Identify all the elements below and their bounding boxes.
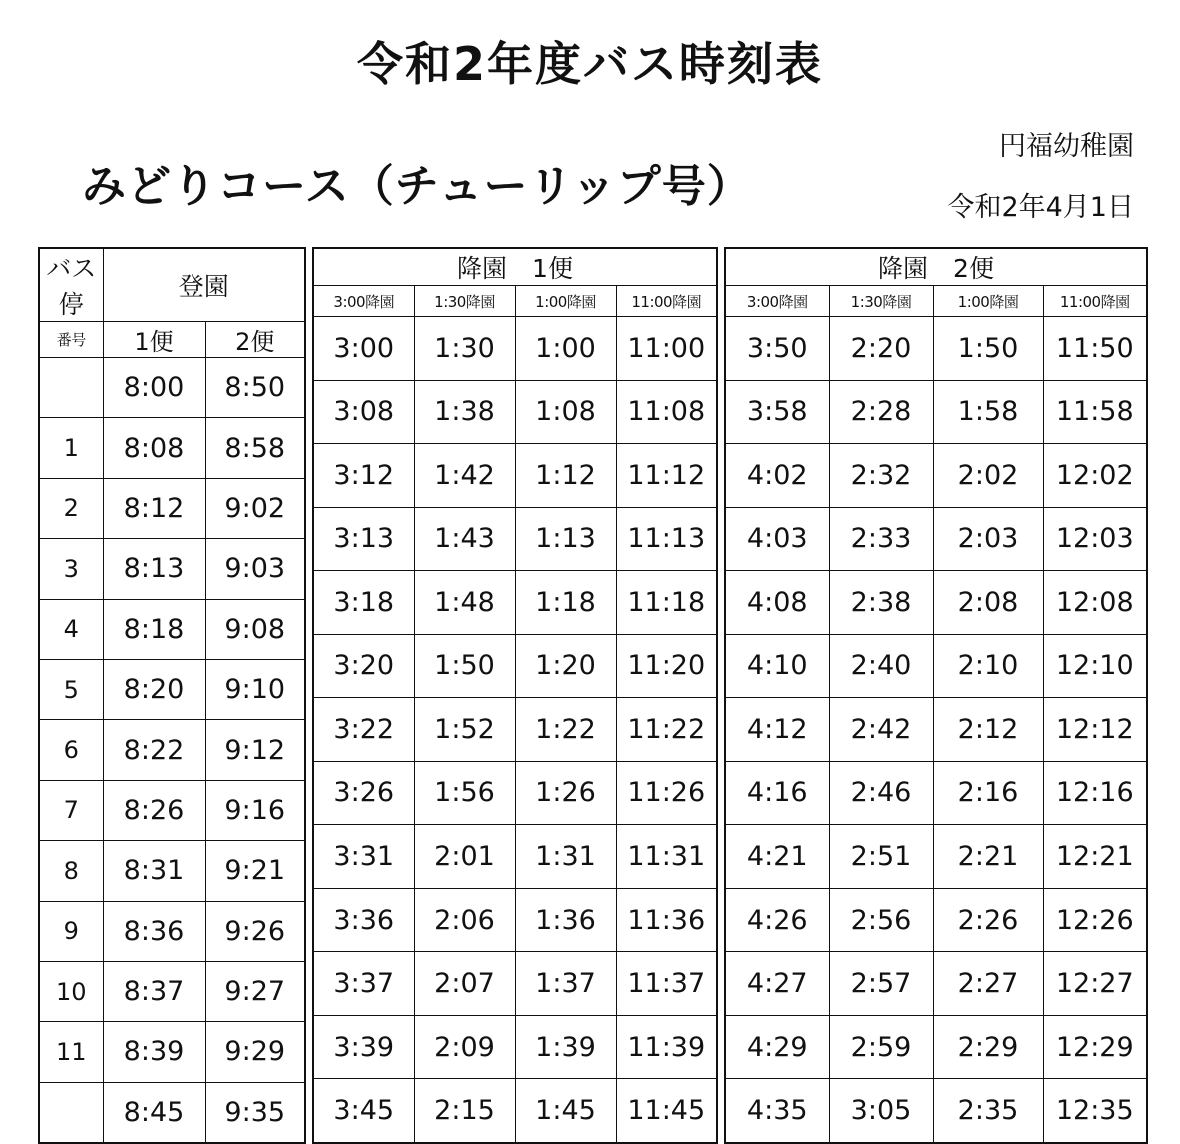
return-2-time: 2:10 [933, 634, 1043, 698]
return-2-time: 3:50 [725, 317, 829, 381]
return-2-time: 12:29 [1043, 1015, 1147, 1079]
morning-trip-1-time: 8:45 [103, 1082, 205, 1143]
table-row [313, 317, 717, 381]
morning-trip-1-time: 8:12 [103, 478, 205, 538]
return-2-time: 12:08 [1043, 571, 1147, 635]
table-row [313, 1079, 717, 1143]
return-2-time: 4:35 [725, 1079, 829, 1143]
table-row [313, 1015, 717, 1079]
table-row [313, 761, 717, 825]
return-1-time: 11:20 [616, 634, 717, 698]
table-row [313, 634, 717, 698]
return-1-col-header: 1:00降園 [515, 286, 616, 317]
stop-number: 8 [39, 841, 103, 901]
return-1-time: 3:22 [313, 698, 414, 762]
morning-trip-2-time: 9:29 [205, 1022, 305, 1082]
morning-trip-1-time: 8:20 [103, 659, 205, 719]
return-1-table [312, 247, 718, 1144]
return-1-time: 1:30 [414, 317, 515, 381]
table-row [39, 1022, 305, 1082]
return-2-time: 12:26 [1043, 888, 1147, 952]
return-2-time: 2:56 [829, 888, 933, 952]
return-1-time: 11:37 [616, 952, 717, 1016]
table-row [313, 952, 717, 1016]
return-2-time: 2:51 [829, 825, 933, 889]
table-row [313, 825, 717, 889]
morning-trip-1-time: 8:26 [103, 780, 205, 840]
page-title: 令和2年度バス時刻表 [356, 37, 823, 91]
return-2-time: 11:50 [1043, 317, 1147, 381]
table-row [39, 599, 305, 659]
morning-trip-1-time: 8:31 [103, 841, 205, 901]
return-2-time: 12:12 [1043, 698, 1147, 762]
return-2-time: 2:59 [829, 1015, 933, 1079]
return-2-time: 12:27 [1043, 952, 1147, 1016]
return-1-time: 1:52 [414, 698, 515, 762]
return-2-time: 2:46 [829, 761, 933, 825]
stop-number: 9 [39, 901, 103, 961]
table-row [725, 825, 1147, 889]
return-2-time: 12:35 [1043, 1079, 1147, 1143]
return-2-time: 2:57 [829, 952, 933, 1016]
return-1-time: 1:38 [414, 380, 515, 444]
table-row [725, 761, 1147, 825]
stop-number [39, 1082, 103, 1143]
return-1-time: 1:22 [515, 698, 616, 762]
return-2-time: 2:16 [933, 761, 1043, 825]
return-1-time: 1:48 [414, 571, 515, 635]
morning-trip-2-time: 9:08 [205, 599, 305, 659]
return-2-time: 2:12 [933, 698, 1043, 762]
stop-number [39, 358, 103, 418]
timetable [38, 247, 1148, 1144]
return-2-time: 12:10 [1043, 634, 1147, 698]
return-2-time: 2:27 [933, 952, 1043, 1016]
morning-trip-2-time: 9:27 [205, 961, 305, 1021]
return-2-time: 2:40 [829, 634, 933, 698]
return-2-time: 2:03 [933, 507, 1043, 571]
table-row [313, 698, 717, 762]
return-1-time: 3:45 [313, 1079, 414, 1143]
morning-trip-2-time: 9:10 [205, 659, 305, 719]
return-1-time: 1:08 [515, 380, 616, 444]
issue-date: 令和2年4月1日 [947, 192, 1134, 223]
return-1-time: 3:31 [313, 825, 414, 889]
table-row [39, 901, 305, 961]
stop-number: 10 [39, 961, 103, 1021]
table-row [39, 720, 305, 780]
return-1-time: 3:26 [313, 761, 414, 825]
morning-trip-2-time: 9:26 [205, 901, 305, 961]
return-1-time: 1:42 [414, 444, 515, 508]
return-2-col-header: 1:00降園 [933, 286, 1043, 317]
return-1-time: 2:09 [414, 1015, 515, 1079]
morning-trip-2-time: 9:16 [205, 780, 305, 840]
morning-table [38, 247, 306, 1144]
return-1-time: 11:12 [616, 444, 717, 508]
return-2-time: 4:12 [725, 698, 829, 762]
return-1-time: 3:37 [313, 952, 414, 1016]
return-1-time: 3:18 [313, 571, 414, 635]
stop-number: 7 [39, 780, 103, 840]
table-row [725, 444, 1147, 508]
return-2-time: 2:28 [829, 380, 933, 444]
return-2-time: 12:16 [1043, 761, 1147, 825]
morning-trip-2-time: 8:50 [205, 358, 305, 418]
return-2-time: 2:35 [933, 1079, 1043, 1143]
return-2-time: 2:42 [829, 698, 933, 762]
return-2-time: 4:21 [725, 825, 829, 889]
table-row [39, 539, 305, 599]
table-row [725, 317, 1147, 381]
return-2-header: 降園 2便 [725, 248, 1147, 286]
return-1-time: 1:31 [515, 825, 616, 889]
return-2-time: 3:58 [725, 380, 829, 444]
return-2-time: 4:10 [725, 634, 829, 698]
return-2-time: 12:02 [1043, 444, 1147, 508]
stop-header-top: バス停 [39, 248, 103, 322]
morning-trip-1-time: 8:18 [103, 599, 205, 659]
morning-trip-2-time: 9:03 [205, 539, 305, 599]
course-name: みどりコース（チューリップ号） [82, 161, 752, 212]
return-2-time: 4:26 [725, 888, 829, 952]
return-1-time: 1:13 [515, 507, 616, 571]
stop-number: 6 [39, 720, 103, 780]
return-1-time: 1:12 [515, 444, 616, 508]
return-1-time: 1:43 [414, 507, 515, 571]
return-1-time: 1:56 [414, 761, 515, 825]
table-row [725, 380, 1147, 444]
return-1-time: 11:18 [616, 571, 717, 635]
return-2-time: 2:32 [829, 444, 933, 508]
return-2-time: 4:02 [725, 444, 829, 508]
morning-trip-2-time: 9:21 [205, 841, 305, 901]
return-2-time: 11:58 [1043, 380, 1147, 444]
table-row [39, 780, 305, 840]
return-2-col-header: 3:00降園 [725, 286, 829, 317]
return-1-time: 11:45 [616, 1079, 717, 1143]
return-2-time: 4:29 [725, 1015, 829, 1079]
table-row [39, 1082, 305, 1143]
morning-trip-1-time: 8:00 [103, 358, 205, 418]
return-1-time: 1:00 [515, 317, 616, 381]
table-row [39, 478, 305, 538]
table-row [725, 571, 1147, 635]
return-2-time: 12:03 [1043, 507, 1147, 571]
return-2-time: 1:58 [933, 380, 1043, 444]
table-row [39, 841, 305, 901]
return-1-time: 11:36 [616, 888, 717, 952]
return-2-col-header: 11:00降園 [1043, 286, 1147, 317]
return-2-time: 2:33 [829, 507, 933, 571]
return-1-time: 3:13 [313, 507, 414, 571]
stop-header-bottom: 番号 [39, 322, 103, 358]
table-row [39, 659, 305, 719]
return-1-time: 1:36 [515, 888, 616, 952]
return-1-time: 11:08 [616, 380, 717, 444]
table-row [39, 418, 305, 478]
morning-trip-1-time: 8:22 [103, 720, 205, 780]
morning-trip-1-time: 8:37 [103, 961, 205, 1021]
table-row [39, 961, 305, 1021]
morning-trip-1-header: 1便 [103, 322, 205, 358]
table-row [313, 571, 717, 635]
return-1-time: 1:39 [515, 1015, 616, 1079]
morning-trip-2-time: 9:02 [205, 478, 305, 538]
morning-header: 登園 [103, 248, 305, 322]
return-2-time: 4:16 [725, 761, 829, 825]
return-1-time: 1:26 [515, 761, 616, 825]
return-1-time: 1:37 [515, 952, 616, 1016]
return-1-time: 2:01 [414, 825, 515, 889]
return-2-time: 2:08 [933, 571, 1043, 635]
return-1-time: 1:18 [515, 571, 616, 635]
return-1-time: 11:39 [616, 1015, 717, 1079]
return-1-time: 11:26 [616, 761, 717, 825]
return-2-time: 2:02 [933, 444, 1043, 508]
return-1-time: 3:36 [313, 888, 414, 952]
return-1-time: 2:06 [414, 888, 515, 952]
return-2-time: 2:20 [829, 317, 933, 381]
return-1-time: 11:31 [616, 825, 717, 889]
return-1-time: 11:22 [616, 698, 717, 762]
return-1-col-header: 1:30降園 [414, 286, 515, 317]
return-2-time: 4:08 [725, 571, 829, 635]
return-2-time: 2:21 [933, 825, 1043, 889]
return-1-time: 3:12 [313, 444, 414, 508]
morning-trip-1-time: 8:13 [103, 539, 205, 599]
return-1-time: 2:15 [414, 1079, 515, 1143]
morning-trip-2-time: 9:35 [205, 1082, 305, 1143]
stop-number: 1 [39, 418, 103, 478]
return-2-time: 2:38 [829, 571, 933, 635]
return-1-time: 3:39 [313, 1015, 414, 1079]
school-name: 円福幼稚園 [999, 131, 1134, 162]
return-1-time: 2:07 [414, 952, 515, 1016]
morning-trip-1-time: 8:08 [103, 418, 205, 478]
table-row [725, 507, 1147, 571]
return-2-table [724, 247, 1148, 1144]
return-2-time: 3:05 [829, 1079, 933, 1143]
return-1-col-header: 11:00降園 [616, 286, 717, 317]
table-row [313, 507, 717, 571]
return-1-time: 1:45 [515, 1079, 616, 1143]
stop-number: 11 [39, 1022, 103, 1082]
stop-number: 2 [39, 478, 103, 538]
return-2-time: 2:26 [933, 888, 1043, 952]
return-2-time: 4:27 [725, 952, 829, 1016]
return-2-time: 2:29 [933, 1015, 1043, 1079]
return-1-header: 降園 1便 [313, 248, 717, 286]
morning-trip-2-time: 9:12 [205, 720, 305, 780]
table-row [725, 698, 1147, 762]
table-row [313, 888, 717, 952]
stop-number: 5 [39, 659, 103, 719]
table-row [725, 888, 1147, 952]
table-row [313, 444, 717, 508]
stop-number: 4 [39, 599, 103, 659]
return-1-time: 1:20 [515, 634, 616, 698]
return-2-time: 4:03 [725, 507, 829, 571]
return-1-time: 3:20 [313, 634, 414, 698]
return-1-time: 11:00 [616, 317, 717, 381]
return-2-time: 12:21 [1043, 825, 1147, 889]
morning-trip-2-header: 2便 [205, 322, 305, 358]
stop-number: 3 [39, 539, 103, 599]
return-1-time: 3:08 [313, 380, 414, 444]
table-row [725, 952, 1147, 1016]
table-row [725, 1079, 1147, 1143]
morning-trip-2-time: 8:58 [205, 418, 305, 478]
return-1-col-header: 3:00降園 [313, 286, 414, 317]
table-row [725, 634, 1147, 698]
table-row [725, 1015, 1147, 1079]
return-2-col-header: 1:30降園 [829, 286, 933, 317]
morning-trip-1-time: 8:36 [103, 901, 205, 961]
return-1-time: 3:00 [313, 317, 414, 381]
return-2-time: 1:50 [933, 317, 1043, 381]
morning-trip-1-time: 8:39 [103, 1022, 205, 1082]
return-1-time: 11:13 [616, 507, 717, 571]
table-row [313, 380, 717, 444]
return-1-time: 1:50 [414, 634, 515, 698]
table-row [39, 358, 305, 418]
